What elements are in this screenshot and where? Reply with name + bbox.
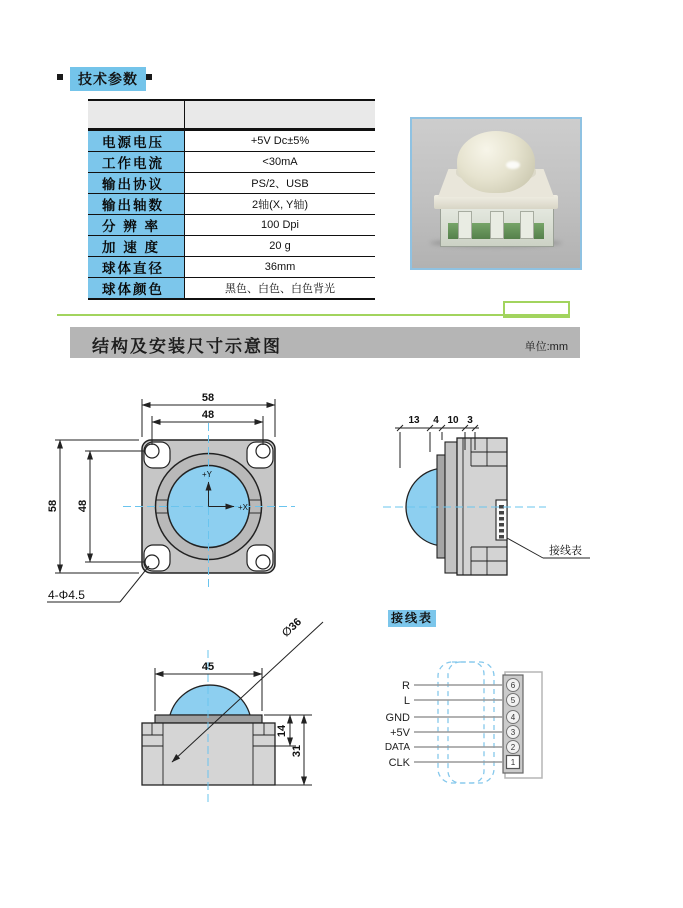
spec-value: +5V Dc±5% (185, 130, 376, 152)
section-bar (70, 327, 580, 358)
wires (414, 685, 503, 762)
pin-label: DATA (384, 742, 410, 753)
screw-hole (256, 555, 270, 569)
section-title: 结构及安装尺寸示意图 (92, 337, 282, 356)
axis-y-label: +Y (202, 470, 213, 479)
pin-label: GND (385, 712, 410, 724)
table-row (88, 236, 375, 257)
page-title: 技术参数 (70, 67, 146, 91)
side-view-drawing (383, 406, 598, 581)
front-view-drawing (25, 383, 325, 618)
side-connector-callout (507, 538, 590, 558)
spec-table (88, 99, 375, 300)
pin-number: 3 (510, 728, 516, 737)
axis-x-label: +X (238, 503, 249, 512)
pin-label: +5V (390, 727, 410, 739)
table-row (88, 130, 375, 152)
green-divider-line (57, 314, 569, 316)
photo-mid-flange (434, 195, 558, 209)
pin-number: 6 (510, 681, 516, 690)
front-hole-callout (47, 566, 149, 602)
spec-label: 球体直径 (88, 257, 185, 278)
cable-outline (438, 662, 494, 783)
pin-labels (385, 680, 411, 769)
pin-number: 2 (510, 743, 516, 752)
dim-48-left: 48 (77, 499, 89, 513)
photo-post (458, 211, 472, 239)
product-photo (410, 117, 582, 270)
spec-value: 36mm (185, 257, 376, 278)
connector-callout-text: 接线表 (549, 545, 582, 557)
spec-label: 球体颜色 (88, 278, 185, 300)
wiring-diagram (383, 606, 613, 806)
table-row (88, 152, 375, 173)
trackball-dome (170, 685, 250, 715)
dim-58-top: 58 (201, 392, 215, 404)
bullet-square-icon (146, 74, 152, 80)
dim-4: 4 (433, 415, 439, 426)
spec-label: 电源电压 (88, 130, 185, 152)
table-row (88, 173, 375, 194)
spec-value: 20 g (185, 236, 376, 257)
spec-label: 加 速 度 (88, 236, 185, 257)
spec-value: 100 Dpi (185, 215, 376, 236)
dim-3: 3 (467, 415, 473, 426)
spec-value: <30mA (185, 152, 376, 173)
spec-label: 分 辨 率 (88, 215, 185, 236)
wiring-title: 接线表 (388, 610, 436, 627)
pin-label: R (402, 680, 410, 692)
table-row (88, 215, 375, 236)
spec-header-cell (88, 100, 185, 130)
photo-trackball-dome (457, 131, 535, 193)
dim-14: 14 (276, 724, 288, 738)
pin-label: L (403, 695, 410, 707)
screw-hole (145, 444, 159, 458)
table-row (88, 278, 375, 300)
spec-value: 2轴(X, Y轴) (185, 194, 376, 215)
elevation-view-drawing (128, 606, 343, 816)
pin-label: CLK (388, 757, 410, 769)
pin-number: 5 (510, 696, 516, 705)
dim-ball-diameter: ∅36 (279, 616, 304, 640)
dim-48-top: 48 (201, 409, 215, 421)
pin-number: 4 (510, 713, 516, 722)
spec-label: 工作电流 (88, 152, 185, 173)
spec-header-cell (185, 100, 376, 130)
pin-number: 1 (510, 758, 516, 767)
table-row (88, 257, 375, 278)
spec-value: 黑色、白色、白色背光 (185, 278, 376, 300)
dim-10: 10 (447, 415, 459, 426)
photo-post (520, 211, 534, 239)
table-row (88, 194, 375, 215)
hole-callout-text: 4-Φ4.5 (48, 588, 85, 602)
unit-label: 单位:mm (524, 341, 568, 353)
screw-hole (145, 555, 159, 569)
screw-hole (256, 444, 270, 458)
dim-45: 45 (201, 661, 215, 673)
dim-13: 13 (408, 415, 420, 426)
dim-58-left: 58 (47, 499, 59, 513)
bullet-square-icon (57, 74, 63, 80)
spec-label: 输出协议 (88, 173, 185, 194)
spec-header-row (88, 100, 375, 130)
photo-post (490, 211, 504, 239)
spec-label: 输出轴数 (88, 194, 185, 215)
spec-value: PS/2、USB (185, 173, 376, 194)
photo-highlight (506, 161, 520, 169)
dim-31: 31 (291, 744, 303, 758)
